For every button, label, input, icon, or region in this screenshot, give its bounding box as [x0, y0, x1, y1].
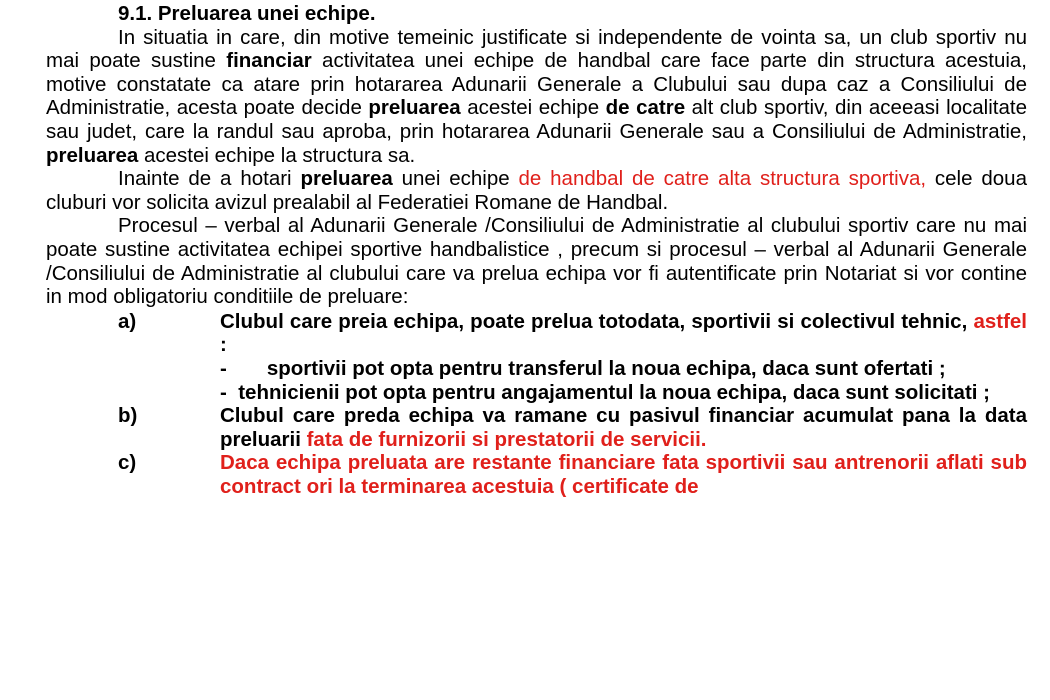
section-heading: 9.1. Preluarea unei echipe. — [118, 2, 376, 25]
conditions-list — [46, 310, 1027, 499]
sub-item-text: sportivii pot opta pentru transferul la noua echipa, daca sunt ofertati ; — [266, 356, 946, 380]
sub-item-1 — [220, 357, 1027, 381]
sub-item-text: tehnicienii pot opta pentru angajamentul la noua echipa, daca sunt solicitati ; — [238, 380, 991, 404]
list-item-text — [220, 310, 1027, 357]
paragraph-1-text: In situatia in care, din motive temeinic justificate si independente de vointa sa, un club sportiv nu mai poate sustine — [46, 25, 1027, 73]
list-item-label: b) — [118, 404, 138, 428]
paragraph-2-text: Inainte de a hotari — [118, 167, 301, 191]
list-item-label: a) — [118, 309, 137, 333]
paragraph-1-bold-preluarea-2: preluarea — [46, 143, 139, 167]
item-a-text: Clubul care preia echipa, poate prelua totodata, sportivii si colectivul tehnic, — [220, 309, 974, 333]
paragraph-2-text: unei echipe — [392, 167, 519, 191]
list-item-body — [220, 310, 1027, 404]
sub-item-2 — [220, 381, 1027, 405]
item-a-red-text: astfel — [973, 309, 1027, 333]
paragraph-2 — [46, 167, 1027, 214]
paragraph-1-text: activitatea unei echipe de handbal care face parte din structura acestuia, motive constatate ca atare prin hotararea Adunarii Generale a Clubului sau dupa caz a Consiliului de Administratie, acesta poate decide — [46, 49, 1028, 120]
paragraph-1-bold-financiar: financiar — [226, 49, 312, 73]
list-item-body: Daca echipa preluata are restante financiare fata sportivii sau antrenorii aflati sub contract ori la terminarea acestuia ( certificate de — [220, 451, 1027, 498]
paragraph-2-text: cele doua cluburi vor solicita avizul prealabil al Federatiei Romane de Handbal. — [46, 167, 1027, 214]
item-b-text: Clubul care preda echipa va ramane cu pasivul financiar acumulat pana la data preluarii — [220, 404, 1027, 451]
list-item-b — [46, 404, 1027, 451]
paragraph-1-text: acestei echipe — [460, 96, 606, 120]
item-b-red-text: fata de furnizorii si prestatorii de servicii. — [306, 427, 707, 451]
paragraph-2-red-text: de handbal de catre alta structura sportiva, — [518, 167, 927, 191]
paragraph-1-text: alt club sportiv, din aceeasi localitate sau judet, care la randul sau aproba, prin hotararea Adunarii Generale sau a Consiliului de Administratie, — [46, 96, 1027, 143]
list-item-a — [46, 310, 1027, 404]
sub-item-dash: - — [220, 356, 227, 380]
item-a-tail: : — [220, 333, 227, 357]
list-item-label: c) — [118, 451, 137, 475]
list-item-body — [220, 404, 1027, 451]
paragraph-1 — [46, 26, 1027, 168]
paragraph-1-bold-de-catre: de catre — [605, 96, 686, 120]
paragraph-2-bold-preluarea: preluarea — [300, 167, 393, 191]
document-body — [46, 2, 1027, 498]
paragraph-3: Procesul – verbal al Adunarii Generale /Consiliului de Administratie al clubului sportiv care nu mai poate sustine activitatea echipei sportive handbalistice , precum si procesul – verbal al Adunarii Generale /Consiliului de Administratie al clubului care va prelua echipa vor fi autentificate prin Notariat si vor contine in mod obligatoriu conditiile de preluare: — [46, 214, 1027, 309]
sub-item-dash: - — [220, 380, 227, 404]
paragraph-1-text: acestei echipe la structura sa. — [138, 143, 416, 167]
paragraph-1-bold-preluarea: preluarea — [368, 96, 461, 120]
list-item-c — [46, 451, 1027, 498]
